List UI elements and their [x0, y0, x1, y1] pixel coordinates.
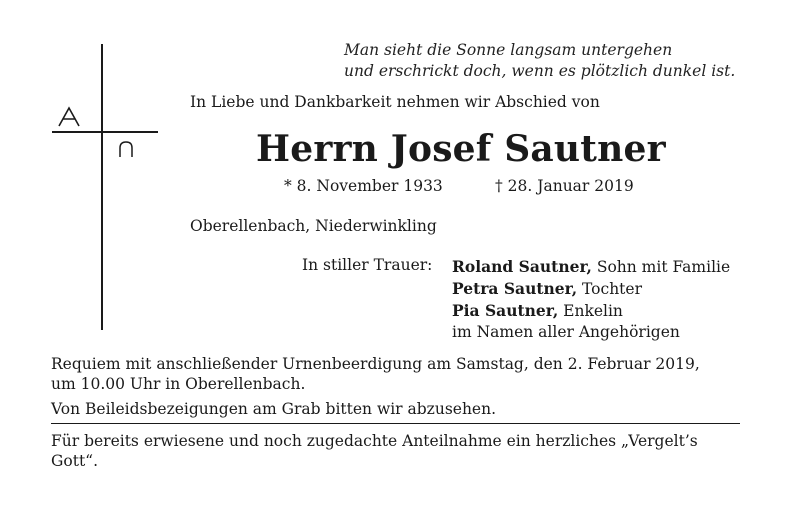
mourner-name: Pia Sautner, — [452, 301, 559, 320]
cross-icon — [101, 44, 103, 330]
cross-bar — [52, 131, 158, 133]
intro-text: In Liebe und Dankbarkeit nehmen wir Abschied von — [190, 93, 600, 111]
mourner-relation: Enkelin — [563, 302, 623, 320]
omega-icon — [118, 140, 134, 158]
motto-line-1: Man sieht die Sonne langsam untergehen — [344, 41, 673, 59]
thanks-line-1: Für bereits erwiesene und noch zugedachte Anteilnahme ein herzliches „Vergelt’s — [51, 432, 698, 450]
mourner-row — [452, 278, 730, 300]
divider — [51, 423, 740, 424]
mourner-relation: Tochter — [582, 280, 642, 298]
motto-line-2: und erschrickt doch, wenn es plötzlich dunkel ist. — [344, 62, 736, 80]
place-text: Oberellenbach, Niederwinkling — [190, 217, 437, 235]
mourner-row — [452, 300, 730, 322]
alpha-icon — [56, 106, 82, 128]
thanks-line-2: Gott“. — [51, 452, 99, 470]
mourner-row — [452, 256, 730, 278]
birth-date: * 8. November 1933 — [284, 177, 443, 195]
condolence-text: Von Beileidsbezeigungen am Grab bitten wir abzusehen. — [51, 400, 497, 418]
requiem-line-1: Requiem mit anschließender Urnenbeerdigung am Samstag, den 2. Februar 2019, — [51, 355, 700, 373]
death-date: † 28. Januar 2019 — [495, 177, 634, 195]
deceased-name: Herrn Josef Sautner — [256, 128, 666, 170]
mourners-list — [452, 256, 730, 343]
mourner-name: Roland Sautner, — [452, 257, 592, 276]
mourner-relation: im Namen aller Angehörigen — [452, 323, 680, 341]
mourner-row — [452, 322, 730, 343]
mourner-name: Petra Sautner, — [452, 279, 578, 298]
mourner-relation: Sohn mit Familie — [596, 258, 731, 276]
mourning-label: In stiller Trauer: — [302, 256, 433, 274]
requiem-line-2: um 10.00 Uhr in Oberellenbach. — [51, 375, 306, 393]
